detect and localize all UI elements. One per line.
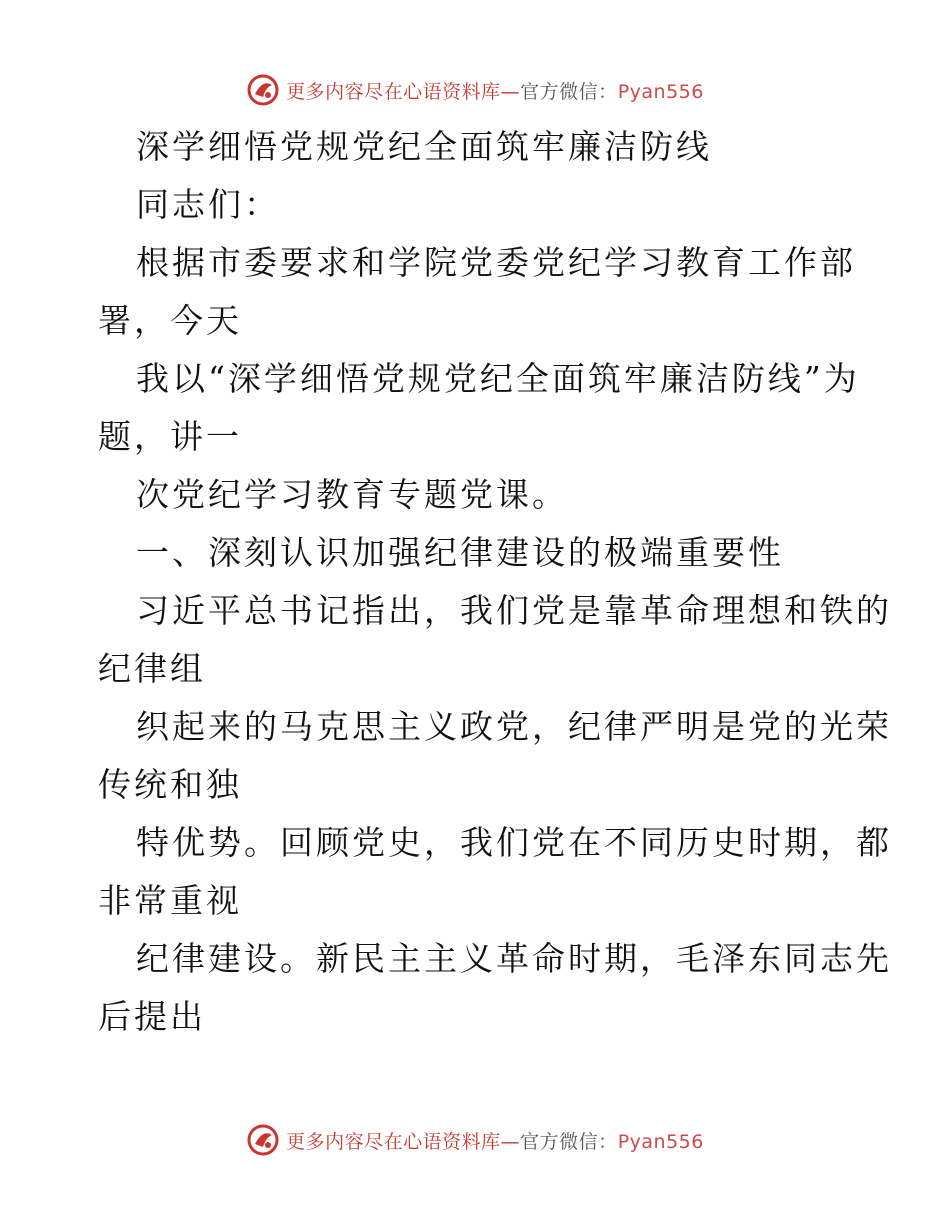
doc-line: 一、深刻认识加强纪律建设的极端重要性	[136, 533, 784, 572]
watermark-separator: —	[500, 1130, 521, 1153]
brand-logo-icon	[246, 1123, 280, 1157]
watermark-text	[286, 1127, 704, 1154]
watermark-separator: —	[500, 80, 521, 103]
doc-line: 根据市委要求和学院党委党纪学习教育工作部	[136, 243, 856, 282]
watermark-id: Pyan556	[617, 1130, 704, 1153]
doc-line: 纪律组	[98, 649, 206, 688]
watermark-label: 官方微信：	[520, 80, 618, 103]
doc-line: 次党纪学习教育专题党课。	[136, 475, 568, 514]
doc-line: 后提出	[98, 997, 206, 1036]
watermark-label: 官方微信：	[520, 1130, 618, 1153]
doc-line: 同志们：	[136, 185, 280, 224]
doc-line: 织起来的马克思主义政党，纪律严明是党的光荣	[136, 707, 892, 746]
doc-line: 传统和独	[98, 765, 242, 804]
doc-line: 非常重视	[98, 881, 242, 920]
doc-line: 深学细悟党规党纪全面筑牢廉洁防线	[136, 127, 712, 166]
header-watermark	[0, 70, 950, 110]
doc-line: 署，今天	[98, 301, 242, 340]
document-body	[98, 118, 892, 1046]
watermark-brand: 更多内容尽在心语资料库	[286, 1130, 501, 1153]
footer-watermark	[0, 1120, 950, 1160]
watermark-id: Pyan556	[617, 80, 704, 103]
doc-line: 习近平总书记指出，我们党是靠革命理想和铁的	[136, 591, 892, 630]
watermark-brand: 更多内容尽在心语资料库	[286, 80, 501, 103]
doc-line: 特优势。回顾党史，我们党在不同历史时期，都	[136, 823, 892, 862]
watermark-text	[286, 77, 704, 104]
doc-line: 我以“深学细悟党规党纪全面筑牢廉洁防线”为	[136, 359, 860, 398]
brand-logo-icon	[246, 73, 280, 107]
doc-line: 题，讲一	[98, 417, 242, 456]
doc-line: 纪律建设。新民主主义革命时期，毛泽东同志先	[136, 939, 892, 978]
